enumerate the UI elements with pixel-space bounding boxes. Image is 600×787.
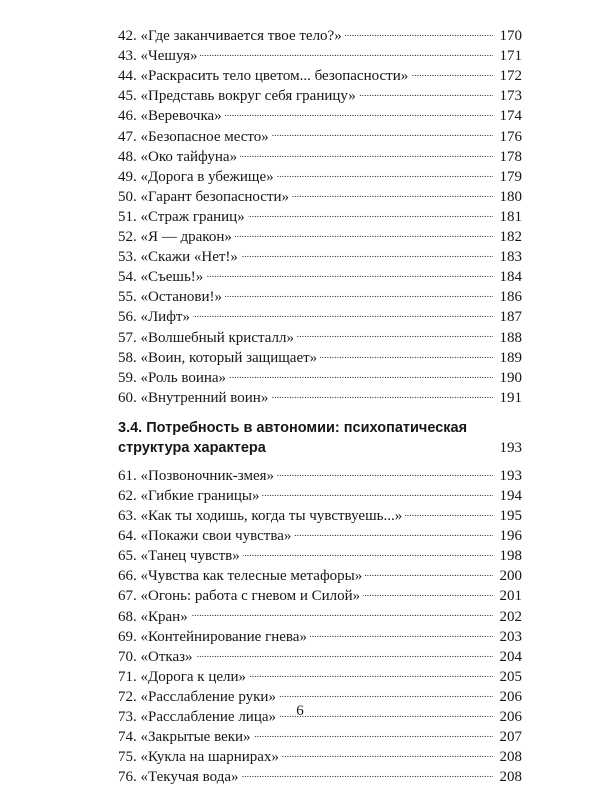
- dot-leader: [225, 281, 493, 301]
- dot-leader: [191, 600, 493, 620]
- dot-leader: [243, 540, 493, 560]
- toc-entry-text: «Раскрасить тело цветом... безопасности»: [140, 68, 409, 85]
- toc-entry-page: 189: [499, 349, 522, 366]
- toc-entry-number: 72.: [118, 688, 137, 705]
- dot-leader: [411, 60, 493, 80]
- toc-entry: [118, 460, 522, 484]
- toc-entry-title: [118, 307, 193, 327]
- toc-entry-page: 194: [499, 487, 522, 504]
- toc-entry-text: «Расслабление руки»: [140, 688, 276, 705]
- dot-leader: [249, 661, 493, 681]
- section-title-line-2: структура характера: [118, 439, 266, 456]
- toc-entry-text: «Безопасное место»: [140, 128, 269, 145]
- toc-entry-page: 193: [499, 467, 522, 484]
- toc-entry-number: 56.: [118, 309, 137, 326]
- toc-entry-page: 207: [499, 729, 522, 746]
- toc-entry-text: «Чешуя»: [140, 48, 198, 65]
- dot-leader: [277, 161, 493, 181]
- toc-entry-page: 183: [499, 249, 522, 266]
- toc-entry-number: 53.: [118, 249, 137, 266]
- toc-entry-number: 62.: [118, 487, 137, 504]
- toc-entry-page: 205: [499, 668, 522, 685]
- dot-leader: [365, 560, 493, 580]
- toc-entry-page: 187: [499, 309, 522, 326]
- toc-entry-title: [118, 328, 297, 348]
- toc-entry-number: 44.: [118, 68, 137, 85]
- toc-entry-number: 68.: [118, 608, 137, 625]
- toc-entry-text: «Скажи «Нет!»: [140, 249, 238, 266]
- toc-entry-number: 64.: [118, 528, 137, 545]
- toc-entry-number: 73.: [118, 709, 137, 725]
- toc-entry-number: 47.: [118, 128, 137, 145]
- dot-leader: [294, 520, 493, 540]
- toc-entry-title: [118, 207, 248, 227]
- toc-entry-page: 203: [499, 628, 522, 645]
- dot-leader: [241, 241, 493, 261]
- dot-leader: [345, 20, 493, 40]
- toc-entry-text: «Останови!»: [140, 289, 223, 306]
- toc-entry-title: [118, 388, 271, 408]
- toc-entry-number: 69.: [118, 628, 137, 645]
- toc-entry-title: [118, 106, 225, 126]
- toc-entry-page: 191: [499, 389, 522, 406]
- toc-entry-text: «Расслабление лица»: [140, 709, 277, 725]
- dot-leader: [272, 120, 493, 140]
- toc-list-part-1: [118, 20, 522, 406]
- toc-entry-title: [118, 667, 249, 687]
- toc-entry-page: 181: [499, 208, 522, 225]
- toc-entry-number: 43.: [118, 48, 137, 65]
- toc-entry-page: 206: [499, 688, 522, 705]
- toc-entry-number: 71.: [118, 668, 137, 685]
- dot-leader: [229, 362, 493, 382]
- toc-entry-number: 63.: [118, 508, 137, 525]
- toc-entry-page: 180: [499, 188, 522, 205]
- toc-entry-page: 208: [499, 769, 522, 786]
- dot-leader: [320, 342, 493, 362]
- dot-leader: [225, 100, 493, 120]
- toc-entry-text: «Где заканчивается твое тело?»: [140, 28, 342, 45]
- toc-entry-page: 174: [499, 108, 522, 125]
- toc-entry-text: «Гибкие границы»: [140, 487, 260, 504]
- toc-entry-page: 184: [499, 269, 522, 286]
- toc-entry-title: [118, 647, 196, 667]
- toc-entry-page: 208: [499, 749, 522, 766]
- dot-leader: [206, 261, 493, 281]
- toc-entry-text: «Текучая вода»: [140, 769, 239, 786]
- dot-leader: [271, 382, 493, 402]
- toc-entry-text: «Гарант безопасности»: [140, 188, 290, 205]
- dot-leader: [262, 480, 493, 500]
- table-of-contents: [118, 20, 522, 786]
- toc-entry-page: 198: [499, 548, 522, 565]
- toc-entry-text: «Дорога к цели»: [140, 668, 247, 685]
- toc-entry-number: 76.: [118, 769, 137, 786]
- toc-entry-number: 49.: [118, 168, 137, 185]
- toc-entry-number: 70.: [118, 648, 137, 665]
- toc-entry-text: «Огонь: работа с гневом и Силой»: [140, 588, 361, 605]
- toc-entry-title: [118, 46, 200, 66]
- toc-entry-number: 57.: [118, 329, 137, 346]
- toc-entry-page: 200: [499, 568, 522, 585]
- toc-entry-title: [118, 767, 242, 787]
- toc-entry-page: 188: [499, 329, 522, 346]
- section-title-line-1: 3.4. Потребность в автономии: психопатическая: [118, 419, 468, 436]
- toc-entry-title: [118, 486, 262, 506]
- dot-leader: [240, 141, 493, 161]
- dot-leader: [200, 40, 493, 60]
- toc-entry-text: «Роль воина»: [140, 369, 227, 386]
- toc-entry-text: «Закрытые веки»: [140, 729, 251, 746]
- toc-entry-page: 173: [499, 88, 522, 105]
- toc-entry-title: [118, 466, 277, 486]
- toc-entry-number: 51.: [118, 208, 137, 225]
- toc-entry-title: [118, 167, 277, 187]
- dot-leader: [248, 201, 493, 221]
- dot-leader: [277, 460, 493, 480]
- dot-leader: [310, 621, 493, 641]
- toc-entry-text: «Веревочка»: [140, 108, 222, 125]
- section-title-row: [118, 438, 522, 458]
- toc-entry-page: 186: [499, 289, 522, 306]
- toc-entry-title: [118, 566, 365, 586]
- toc-entry-number: 67.: [118, 588, 137, 605]
- toc-entry-number: 74.: [118, 729, 137, 746]
- toc-entry-text: «Волшебный кристалл»: [140, 329, 294, 346]
- toc-entry-page: 201: [499, 588, 522, 605]
- toc-entry-page: 182: [499, 229, 522, 246]
- toc-entry-page: 179: [499, 168, 522, 185]
- dot-leader: [235, 221, 493, 241]
- toc-entry-number: 50.: [118, 188, 137, 205]
- toc-entry-page: 202: [499, 608, 522, 625]
- toc-entry-text: «Отказ»: [140, 648, 193, 665]
- toc-entry-number: 42.: [118, 28, 137, 45]
- toc-entry-text: «Контейнирование гнева»: [140, 628, 307, 645]
- dot-leader: [254, 721, 493, 741]
- toc-entry-page: 196: [499, 528, 522, 545]
- toc-list-part-2: [118, 460, 522, 786]
- toc-entry-text: «Покажи свои чувства»: [140, 528, 292, 545]
- dot-leader: [193, 301, 493, 321]
- toc-entry-number: 75.: [118, 749, 137, 766]
- toc-entry-number: 65.: [118, 548, 137, 565]
- toc-entry-text: «Лифт»: [140, 309, 190, 326]
- toc-entry-number: 48.: [118, 148, 137, 165]
- toc-entry-page: 176: [499, 128, 522, 145]
- toc-entry-title: [118, 727, 254, 747]
- toc-entry-text: «Я — дракон»: [140, 229, 232, 246]
- toc-entry-text: «Танец чувств»: [140, 548, 240, 565]
- dot-leader: [279, 681, 493, 701]
- toc-entry-text: «Кукла на шарнирах»: [140, 749, 279, 766]
- dot-leader: [359, 80, 493, 100]
- section-heading: [118, 418, 522, 458]
- toc-entry-title: [118, 546, 243, 566]
- toc-entry-text: «Представь вокруг себя границу»: [140, 88, 356, 105]
- toc-entry-title: [118, 368, 229, 388]
- dot-leader: [297, 321, 493, 341]
- toc-entry-number: 55.: [118, 289, 137, 306]
- page-number: 6: [296, 703, 304, 719]
- section-page-number: 193: [499, 439, 522, 456]
- toc-entry-number: 54.: [118, 269, 137, 286]
- toc-entry-text: «Око тайфуна»: [140, 148, 238, 165]
- toc-entry-number: 45.: [118, 88, 137, 105]
- toc-entry-text: «Страж границ»: [140, 208, 245, 225]
- toc-entry-page: 204: [499, 648, 522, 665]
- toc-entry-text: «Внутренний воин»: [140, 389, 269, 406]
- dot-leader: [405, 500, 493, 520]
- toc-entry-number: 59.: [118, 369, 137, 386]
- toc-entry-page: 206: [499, 709, 522, 725]
- toc-entry-page: 171: [499, 48, 522, 65]
- toc-entry-page: 178: [499, 148, 522, 165]
- toc-entry-text: «Кран»: [140, 608, 188, 625]
- dot-leader: [282, 741, 493, 761]
- toc-entry-text: «Дорога в убежище»: [140, 168, 274, 185]
- toc-entry-page: 195: [499, 508, 522, 525]
- toc-entry-title: [118, 607, 191, 627]
- toc-entry-number: 66.: [118, 568, 137, 585]
- dot-leader: [292, 181, 493, 201]
- toc-entry-number: 52.: [118, 229, 137, 246]
- dot-leader: [242, 761, 493, 781]
- toc-entry-title: [118, 267, 206, 287]
- toc-entry-text: «Как ты ходишь, когда ты чувствуешь...»: [140, 508, 403, 525]
- toc-entry-number: 46.: [118, 108, 137, 125]
- toc-entry-text: «Чувства как телесные метафоры»: [140, 568, 363, 585]
- dot-leader: [196, 641, 493, 661]
- toc-entry-text: «Воин, который защищает»: [140, 349, 318, 366]
- dot-leader: [363, 580, 493, 600]
- toc-entry-number: 61.: [118, 467, 137, 484]
- toc-entry-page: 172: [499, 68, 522, 85]
- toc-entry-number: 60.: [118, 389, 137, 406]
- toc-entry: [118, 20, 522, 45]
- toc-entry-page: 170: [499, 28, 522, 45]
- toc-entry-number: 58.: [118, 349, 137, 366]
- toc-entry-title: [118, 147, 240, 167]
- toc-entry-text: «Позвоночник-змея»: [140, 467, 275, 484]
- toc-entry-page: 190: [499, 369, 522, 386]
- toc-entry-text: «Съешь!»: [140, 269, 204, 286]
- toc-entry-title: [118, 227, 235, 247]
